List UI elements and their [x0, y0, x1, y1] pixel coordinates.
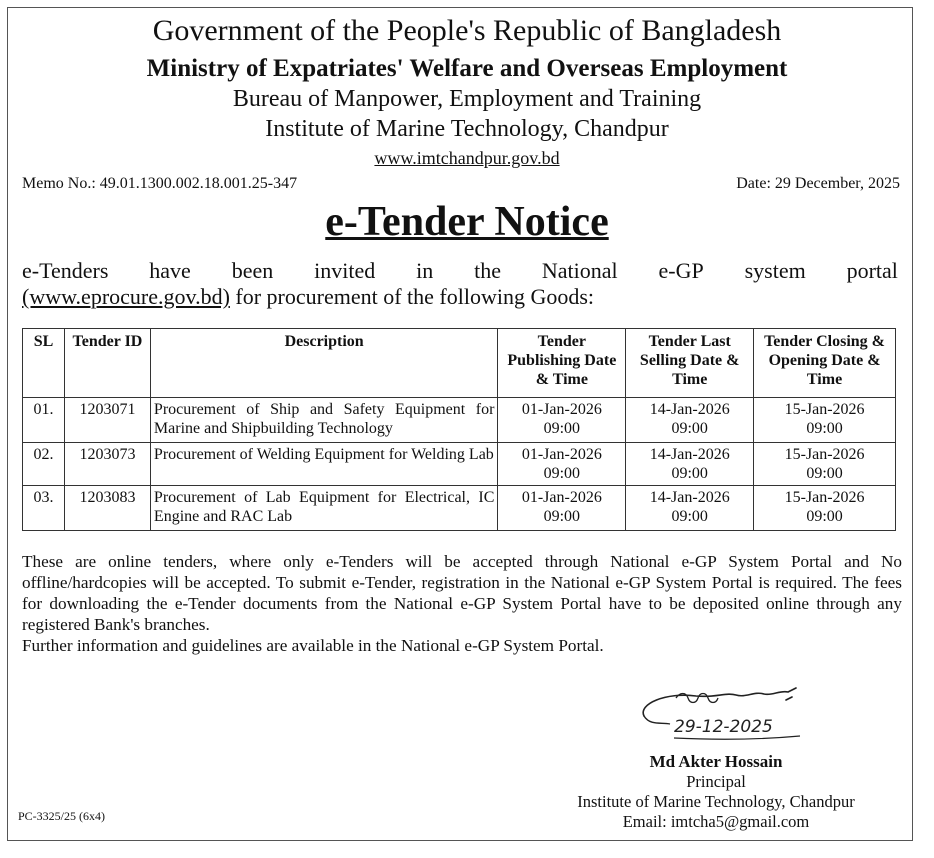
- intro-text: [22, 258, 898, 310]
- handwritten-signature: [636, 682, 806, 746]
- intro-word: in: [416, 258, 434, 283]
- instructions-text: These are online tenders, where only e-Tenders will be accepted through National e-GP System Portal and No offline/hardcopies will be accepted. To submit e-Tender, registration in the National e-GP System Portal is required. The fees for downloading the e-Tender documents from the National e-GP System Portal have to be deposited online through any registered Bank's branches.: [22, 552, 902, 634]
- row-publishing: 01-Jan-2026 09:00: [498, 443, 626, 486]
- intro-line-1: [22, 258, 898, 284]
- signature-date: 29-12-2025: [674, 717, 773, 737]
- intro-word: been: [231, 258, 274, 283]
- row-description: Procurement of Welding Equipment for Welding Lab: [150, 443, 497, 486]
- row-last-selling: 14-Jan-2026 09:00: [626, 443, 754, 486]
- row-last-selling: 14-Jan-2026 09:00: [626, 486, 754, 531]
- intro-word: system: [744, 258, 806, 283]
- signatory-email[interactable]: Email: imtcha5@gmail.com: [622, 812, 810, 831]
- intro-word: the: [474, 258, 501, 283]
- table-header-row: [23, 329, 896, 398]
- instructions-paragraph: [22, 551, 902, 656]
- row-closing: 15-Jan-2026 09:00: [754, 443, 896, 486]
- table-row: [23, 486, 896, 531]
- row-tender-id: 1203071: [64, 398, 150, 443]
- row-sl: 02.: [23, 443, 65, 486]
- further-info-text: Further information and guidelines are available in the National e-GP System Portal.: [22, 636, 604, 655]
- signatory-name: Md Akter Hossain: [649, 752, 783, 771]
- row-last-selling: 14-Jan-2026 09:00: [626, 398, 754, 443]
- intro-word: National: [541, 258, 618, 283]
- signatory-institute: Institute of Marine Technology, Chandpur: [577, 792, 855, 811]
- intro-word: have: [149, 258, 191, 283]
- tender-table: [22, 328, 896, 531]
- row-publishing: 01-Jan-2026 09:00: [498, 398, 626, 443]
- row-sl: 01.: [23, 398, 65, 443]
- table-row: [23, 443, 896, 486]
- header-publishing: Tender Publishing Date & Time: [498, 329, 626, 398]
- header-closing: Tender Closing & Opening Date & Time: [754, 329, 896, 398]
- institute-heading: Institute of Marine Technology, Chandpur: [265, 116, 669, 142]
- row-description: Procurement of Lab Equipment for Electrical, IC Engine and RAC Lab: [150, 486, 497, 531]
- notice-date: Date: 29 December, 2025: [736, 175, 900, 192]
- intro-word: portal: [846, 258, 898, 283]
- row-tender-id: 1203073: [64, 443, 150, 486]
- row-description: Procurement of Ship and Safety Equipment for Marine and Shipbuilding Technology: [150, 398, 497, 443]
- header-last-selling: Tender Last Selling Date & Time: [626, 329, 754, 398]
- signatory-designation: Principal: [686, 772, 746, 791]
- intro-line-2: [22, 284, 898, 310]
- intro-word: e-Tenders: [22, 258, 109, 283]
- ministry-heading: Ministry of Expatriates' Welfare and Overseas Employment: [146, 55, 788, 82]
- row-closing: 15-Jan-2026 09:00: [754, 486, 896, 531]
- print-code: PC-3325/25 (6x4): [18, 809, 105, 823]
- memo-number: Memo No.: 49.01.1300.002.18.001.25-347: [22, 175, 298, 192]
- signatory-block: [536, 752, 896, 832]
- table-row: [23, 398, 896, 443]
- bureau-heading: Bureau of Manpower, Employment and Training: [232, 86, 702, 112]
- row-tender-id: 1203083: [64, 486, 150, 531]
- intro-word: e-GP: [658, 258, 704, 283]
- intro-word: invited: [314, 258, 376, 283]
- row-sl: 03.: [23, 486, 65, 531]
- intro-line-2-text: for procurement of the following Goods:: [229, 284, 595, 309]
- page-title: e-Tender Notice: [325, 199, 609, 245]
- eprocure-link[interactable]: (www.eprocure.gov.bd): [22, 284, 230, 309]
- government-heading: Government of the People's Republic of Bangladesh: [152, 14, 782, 47]
- header-description: Description: [150, 329, 497, 398]
- header-tender-id: Tender ID: [64, 329, 150, 398]
- row-closing: 15-Jan-2026 09:00: [754, 398, 896, 443]
- header-sl: SL: [23, 329, 65, 398]
- row-publishing: 01-Jan-2026 09:00: [498, 486, 626, 531]
- website-link[interactable]: www.imtchandpur.gov.bd: [374, 148, 560, 168]
